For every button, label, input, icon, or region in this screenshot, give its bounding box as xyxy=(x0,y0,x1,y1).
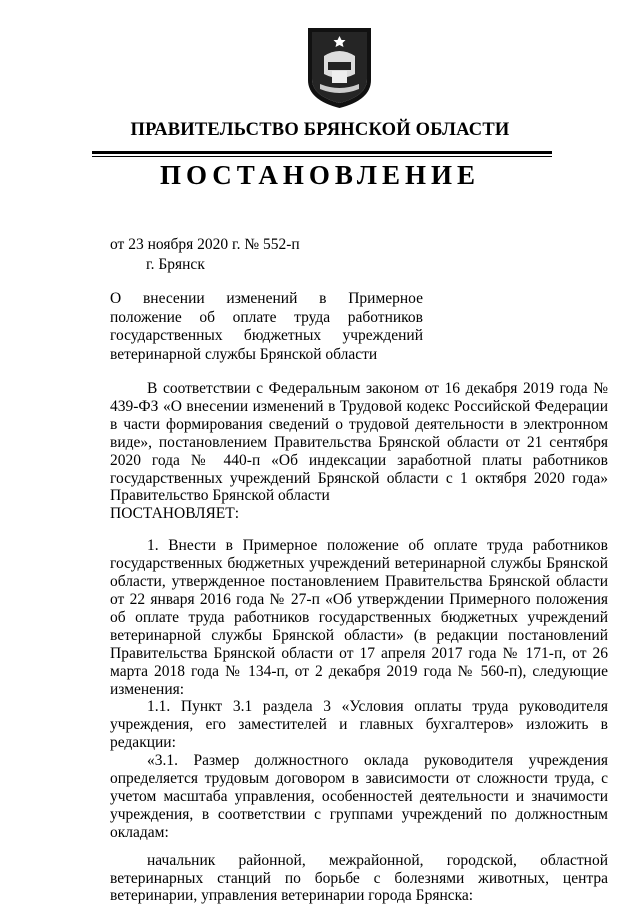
item-heads-paragraph: начальник районной, межрайонной, городской, областной ветеринарных станций по борьбе с болезнями животных, центра ветеринарии, управления ветеринарии города Брянска: xyxy=(110,851,608,905)
item-1-paragraph: 1. Внести в Примерное положение об оплате труда работников государственных бюджетных учреждений ветеринарной службы Брянской области, утвержденное постановлением Правительства Брянской области от 22 января 2016 года № 27-п «Об утверждении Примерного положения об оплате труда работников государственных бюджетных учреждений ветеринарной службы Брянской области» (в редакции постановлений Правительства Брянской области от 17 апреля 2017 года № 171-п, от 26 марта 2018 года № 134-п, от 2 декабря 2019 года № 560-п), следующие изменения: xyxy=(110,537,608,698)
resolves-heading: ПОСТАНОВЛЯЕТ: xyxy=(110,505,240,523)
city: г. Брянск xyxy=(146,256,205,273)
item-1-1-paragraph: 1.1. Пункт 3.1 раздела 3 «Условия оплаты труда руководителя учреждения, его заместителей и главных бухгалтеров» изложить в редакции: xyxy=(110,698,608,752)
document-subject: О внесении изменений в Примерное положение об оплате труда работников государственных бюджетных учреждений ветеринарной службы Брянской области xyxy=(110,290,423,363)
coat-of-arms-icon xyxy=(302,22,377,110)
document-body xyxy=(110,380,608,905)
document-type: ПОСТАНОВЛЕНИЕ xyxy=(159,160,481,190)
header-rule-thin xyxy=(92,156,552,157)
organization-name: ПРАВИТЕЛЬСТВО БРЯНСКОЙ ОБЛАСТИ xyxy=(130,120,510,140)
header-rule-thick xyxy=(92,151,552,154)
item-3-1-paragraph: «3.1. Размер должностного оклада руководителя учреждения определяется трудовым договором в зависимости от сложности труда, с учетом масштаба управления, особенностей деятельности и значимости учреждения, в соответствии с группами учреждений по должностным окладам: xyxy=(110,752,608,841)
preamble-paragraph: В соответствии с Федеральным законом от 16 декабря 2019 года № 439-ФЗ «О внесении изменений в Трудовой кодекс Российской Федерации в части формирования сведений о трудовой деятельности в электронном виде», постановлением Правительства Брянской области от 21 сентября 2020 года № 440-п «Об индексации заработной платы работников государственных учреждений Брянской области с 1 октября 2020 года» Правительство Брянской области xyxy=(110,380,608,505)
date-number: от 23 ноября 2020 г. № 552-п xyxy=(110,236,300,253)
